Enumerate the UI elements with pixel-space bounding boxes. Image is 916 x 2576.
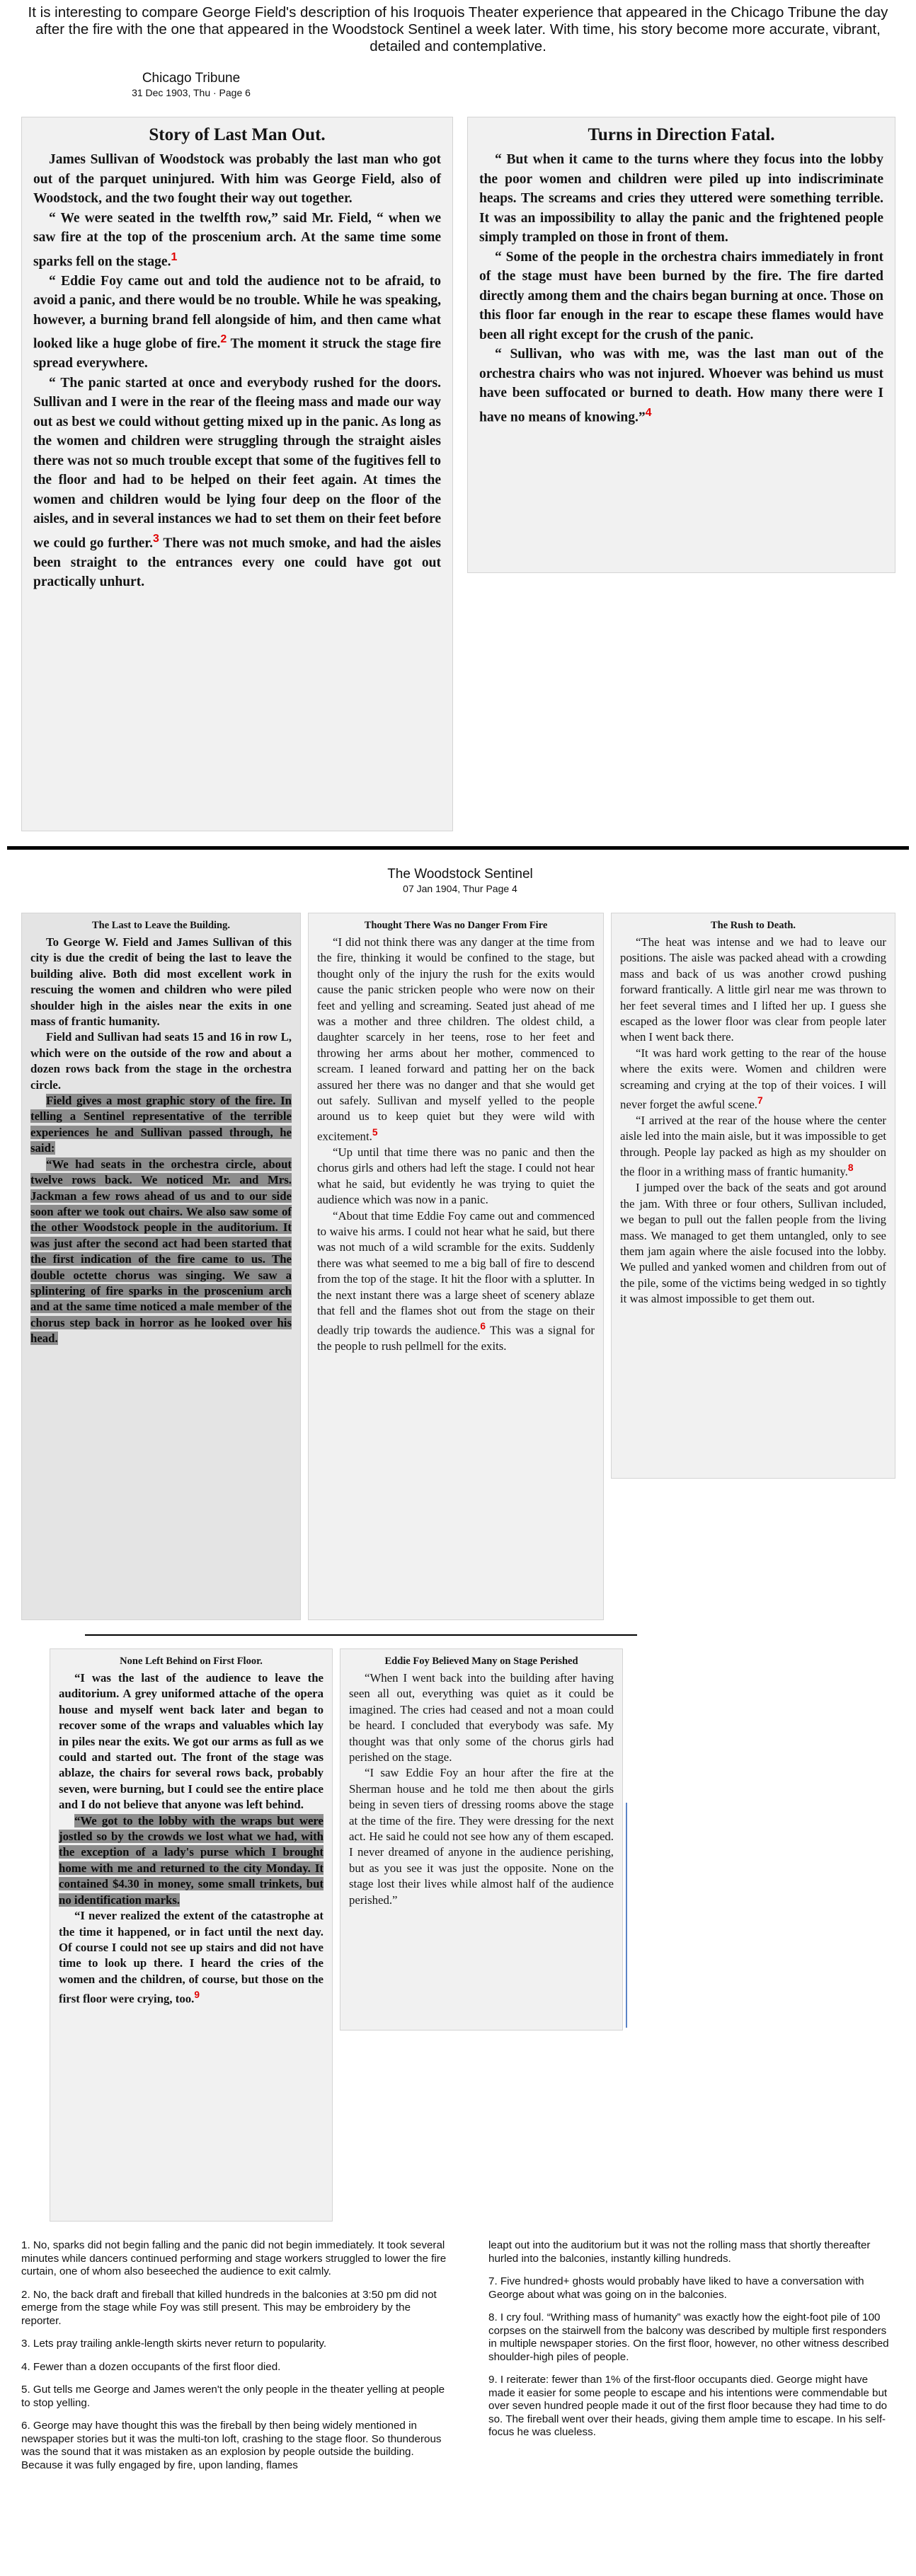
footnote-6-continued: leapt out into the auditorium but it was not the rolling mass that shortly thereafter hurled into the balconies, instantly killing hundreds. — [488, 2239, 871, 2265]
sentinel-col3-para: I jumped over the back of the seats and got around the jam. With three or four others, Sullivan included, we began to pull out the fallen people from the living mass. We managed to get them untangled, only to see them jam again where the aisle focused into the lobby. We pulled and yanked women and children from out of the pile, some of the victims being wedged in so tightly it was almost impossible to get them out. — [620, 1181, 886, 1306]
intro-text: It is interesting to compare George Field's description of his Iroquois Theater experience that appeared in the Chicago Tribune the day after the fire with the one that appeared in the Woodstock Sentinel a week later. With time, his story become more accurate, vibrant, detailed and contemplative. — [28, 4, 888, 54]
sentinel-col2-para: “I did not think there was any danger at the time from the fire, thinking it would be confined to the stage, but thought only of the injury the rush for the exits would cause the panic stricken people who were now on their feet and yelling and screaming. Seated just ahead of me was a mother and three children. The oldest child, a daughter scarcely in her teens, rose to her feet and throwing her arms about her mother, commenced to scream. I leaned forward and patting her on the back assured her there was no danger and that she would get out safely. Sullivan and myself yelled to the people around us to keep quiet but they were wild with excitement.$^5$ — [317, 935, 595, 1143]
footnotes-left — [21, 2239, 453, 2482]
sentinel-col4-para: “I never realized the extent of the catastrophe at the time it happened, or in fact until the next day. Of course I could not see up stairs and did not have time to look up there. I heard the cries of the women and the children, of course, but those on the first floor were crying, too.$^9$ — [59, 1909, 324, 2006]
tribune-source-label — [85, 71, 297, 99]
footnote-1: 1. No, sparks did not begin falling and the panic did not begin immediately. It took several minutes while dancers continued performing and stage workers struggled to lower the fire curtain, one of whom also beseeched the audience to exit calmly. — [21, 2239, 447, 2277]
footnote-marker: 2 — [220, 333, 227, 345]
footnote-7: 7. Five hundred+ ghosts would probably have liked to have a conversation with George about what was going on in the balconies. — [488, 2275, 864, 2301]
sentinel-headline-3: The Rush to Death. — [710, 920, 796, 931]
footnote-2: 2. No, the back draft and fireball that killed hundreds in the balconies at 3:50 pm did not emerge from the stage while Foy was still present. This may be embroidery by the reporter. — [21, 2288, 437, 2327]
footnote-marker: 6 — [480, 1321, 486, 1332]
tribune-clipping-2 — [467, 117, 895, 573]
sentinel-col3-para: “The heat was intense and we had to leave our positions. The aisle was packed ahead with a crowding mass and back of us was another crowd pushing forward frantically. A little girl near me was thrown to her feet several times and I lifted her up. I guess she escaped as the lower floor was clear from people later when I went back there. — [620, 935, 886, 1044]
tribune-col1-para: “ The panic started at once and everybody rushed for the doors. Sullivan and I were in the rear of the fleeing mass and made our way out as best we could without getting mixed up in the panic. As long as the women and children were struggling through the straight aisles there was not so much trouble except that some of the fugitives fell to the floor and had to be helped on their feet again. At times the women and children would be lying four deep on the floor of the aisles, and in several instances we had to set them on their feet before we could go further.$^3$ There was not much smoke, and had the aisles been straight to the entrances every one could have got out practically unhurt. — [33, 375, 442, 589]
sentinel-headline-4: None Left Behind on First Floor. — [120, 1656, 263, 1667]
footnote-9: 9. I reiterate: fewer than 1% of the first-floor occupants died. George might have made it easier for some people to escape and his intentions were commendable but over seven hundred people made it out of the first floor because they had time to do so. The fireball went over their heads, giving them ample time to escape. In his self-focus he was clueless. — [488, 2374, 888, 2438]
footnote-marker: 5 — [372, 1126, 378, 1138]
sentinel-col1-para: Field and Sullivan had seats 15 and 16 in row L, which were on the outside of the row and about a dozen rows back from the stage in the orchestra circle. — [30, 1030, 292, 1092]
tribune-name: Chicago Tribune — [142, 71, 241, 86]
tribune-col1-para: James Sullivan of Woodstock was probably the last man who got out of the parquet uninjured. With him was George Field, also of Woodstock, and the two fought their way out together. — [33, 152, 441, 206]
tribune-clipping-1 — [21, 117, 453, 831]
footnote-4: 4. Fewer than a dozen occupants of the first floor died. — [21, 2360, 281, 2373]
sentinel-row-divider — [85, 1634, 637, 1636]
footnote-5: 5. Gut tells me George and James weren't the only people in the theater yelling at people to stop yelling. — [21, 2384, 445, 2409]
sentinel-clipping-4 — [50, 1648, 333, 2222]
tribune-col2-para: “ But when it came to the turns where they focus into the lobby the poor women and children were piled up into indiscriminate heaps. The screams and cries they uttered were something terrible. It was an impossibility to allay the panic and the frightened people simply trampled on those in front of them. — [479, 152, 883, 245]
sentinel-headline-5: Eddie Foy Believed Many on Stage Perished — [384, 1656, 578, 1667]
tribune-date: 31 Dec 1903, Thu · Page 6 — [132, 87, 251, 98]
footnotes-right — [488, 2239, 895, 2449]
sentinel-col1-para: To George W. Field and James Sullivan of this city is due the credit of being the last to leave the building alive. Both did most excellent work in rescuing the women and children who were piled shoulder high in the aisles near the exits in one mass of frantic humanity. — [30, 935, 292, 1029]
sentinel-date: 07 Jan 1904, Thur Page 4 — [403, 883, 517, 894]
sentinel-source-label — [297, 867, 623, 895]
margin-marker-line — [626, 1803, 627, 2028]
sentinel-col3-para: “I arrived at the rear of the house where the center aisle led into the main aisle, but it was impossible to get through. People lay packed as high as my shoulder on the floor in a writhing mass of frantic humanity.$^8$ — [620, 1114, 886, 1179]
sentinel-clipping-3 — [611, 913, 895, 1479]
sentinel-clipping-5 — [340, 1648, 623, 2031]
footnote-marker: 7 — [757, 1095, 763, 1107]
tribune-col1-para: “ We were seated in the twelfth row,” said Mr. Field, “ when we saw fire at the top of the proscenium arch. At the same time some sparks fell on the stage.$^1$ — [33, 210, 441, 269]
tribune-headline-1: Story of Last Man Out. — [149, 125, 326, 144]
footnote-marker: 9 — [194, 1989, 200, 2001]
sentinel-col4-para: “I was the last of the audience to leave the auditorium. A grey uniformed attache of the opera house and myself went back later and began to recover some of the wraps and valuables which lay in piles near the exits. We got our arms as full as we could and started out. The front of the stage was ablaze, the chairs for several rows back, probably seven, were burning, but I could see the entire place and I do not believe that anyone was left behind. — [59, 1671, 324, 1812]
sentinel-col1-para: Field gives a most graphic story of the fire. In telling a Sentinel representative of the terrible experiences he and Sullivan passed through, he said: — [30, 1094, 292, 1155]
tribune-col1-body — [33, 150, 441, 592]
sentinel-name: The Woodstock Sentinel — [387, 867, 533, 882]
sentinel-clipping-2 — [308, 913, 604, 1620]
sentinel-clipping-1 — [21, 913, 301, 1620]
footnote-marker: 8 — [847, 1162, 854, 1174]
sentinel-col3-para: “It was hard work getting to the rear of the house where the exits were. Women and children were screaming and crying at the top of their voices. I will never forget the awful scene.$^7$ — [620, 1046, 886, 1111]
section-divider — [7, 846, 909, 850]
footnote-3: 3. Lets pray trailing ankle-length skirts never return to popularity. — [21, 2338, 327, 2350]
sentinel-col2-para: “About that time Eddie Foy came out and commenced to waive his arms. I could not hear what he said, but there was not much of a wild scramble for the exits. Suddenly there was what seemed to me a big ball of fire to descend from the top of the stage. It hit the floor with a splutter. In the next instant there was a large sheet of scenery ablaze that fell and the flames shot out from the stage on their deadly trip towards the audience.$^6$ This was a signal for the people to rush pellmell for the exits. — [317, 1208, 595, 1353]
tribune-headline-2: Turns in Direction Fatal. — [588, 125, 775, 144]
sentinel-col4-para: “We got to the lobby with the wraps but were jostled so by the crowds we lost what we had, with the exception of a lady's purse which I brought home with me and returned to the city Monday. It contained $4.30 in money, some small trinkets, but no identification marks. — [59, 1813, 324, 1907]
footnote-marker: 1 — [171, 250, 178, 263]
sentinel-headline-1: The Last to Leave the Building. — [92, 920, 230, 931]
sentinel-headline-2: Thought There Was no Danger From Fire — [364, 920, 548, 931]
tribune-col2-para: “ Sullivan, who was with me, was the last man out of the orchestra chairs who was not injured. Whoever was behind us must have been suffocated or burned to death. How many there were I have no means of knowing.”$^4$ — [479, 347, 883, 424]
footnote-8: 8. I cry foul. “Writhing mass of humanity” was exactly how the eight-foot pile of 100 corpses on the stairwell from the balcony was described by multiple first responders in multiple newspaper stories. On the first floor, however, no other witness described shoulder-high piles of people. — [488, 2311, 889, 2363]
tribune-col1-para: “ Eddie Foy came out and told the audience not to be afraid, to avoid a panic, and there would be no trouble. While he was speaking, however, a burning brand fell alongside of him, and then came what looked like a huge globe of fire.$^2$ The moment it struck the stage fire spread everywhere. — [33, 273, 441, 371]
footnote-marker: 3 — [153, 532, 159, 545]
sentinel-col2-para: “Up until that time there was no panic and then the chorus girls and others had left the stage. I could not hear what he said, but evidently he was trying to quiet the audience which was now in a panic. — [317, 1145, 595, 1207]
sentinel-col1-para: “We had seats in the orchestra circle, about twelve rows back. We noticed Mr. and Mrs. Jackman a few rows ahead of us and to our side soon after we took out chairs. We also saw some of the other Woodstock people in the auditorium. It was just after the second act had been started that the first indication of the fire came to us. The double octette chorus was singing. We saw a splintering of fire sparks in the proscenium arch and at the same time noticed a male member of the chorus step back in horror as he looked over his head. — [30, 1157, 292, 1346]
footnote-marker: 4 — [645, 406, 652, 419]
sentinel-col5-para: “When I went back into the building after having seen all out, everything was quiet as it could be imagined. The cries had ceased and not a moan could be heard. I concluded that everybody was safe. My thought was that only some of the chorus girls had perished on the stage. — [349, 1671, 614, 1764]
tribune-col2-para: “ Some of the people in the orchestra chairs immediately in front of the stage must have been burned by the fire. The fire darted directly among them and the chairs began burning at once. Those on this floor far enough in the rear to escape these flames would have been all right except for the crush of the panic. — [479, 249, 883, 342]
sentinel-col5-para: “I saw Eddie Foy an hour after the fire at the Sherman house and he told me then about the girls being in seven tiers of dressing rooms above the stage at the time of the fire. They were dressing for the next act. He said he could not see how any of them escaped. I never dreamed of anyone in the audience perishing, but as you see it was just the opposite. None on the stage lost their lives while almost half of the audience perished.” — [349, 1766, 614, 1907]
footnote-6: 6. George may have thought this was the fireball by then being widely mentioned in newspaper stories but it was the multi-ton loft, crashing to the stage floor. So thunderous was the sound that it was mistaken as an explosion by people outside the building. Because it was fully engaged by fire, upon landing, flames — [21, 2420, 442, 2471]
